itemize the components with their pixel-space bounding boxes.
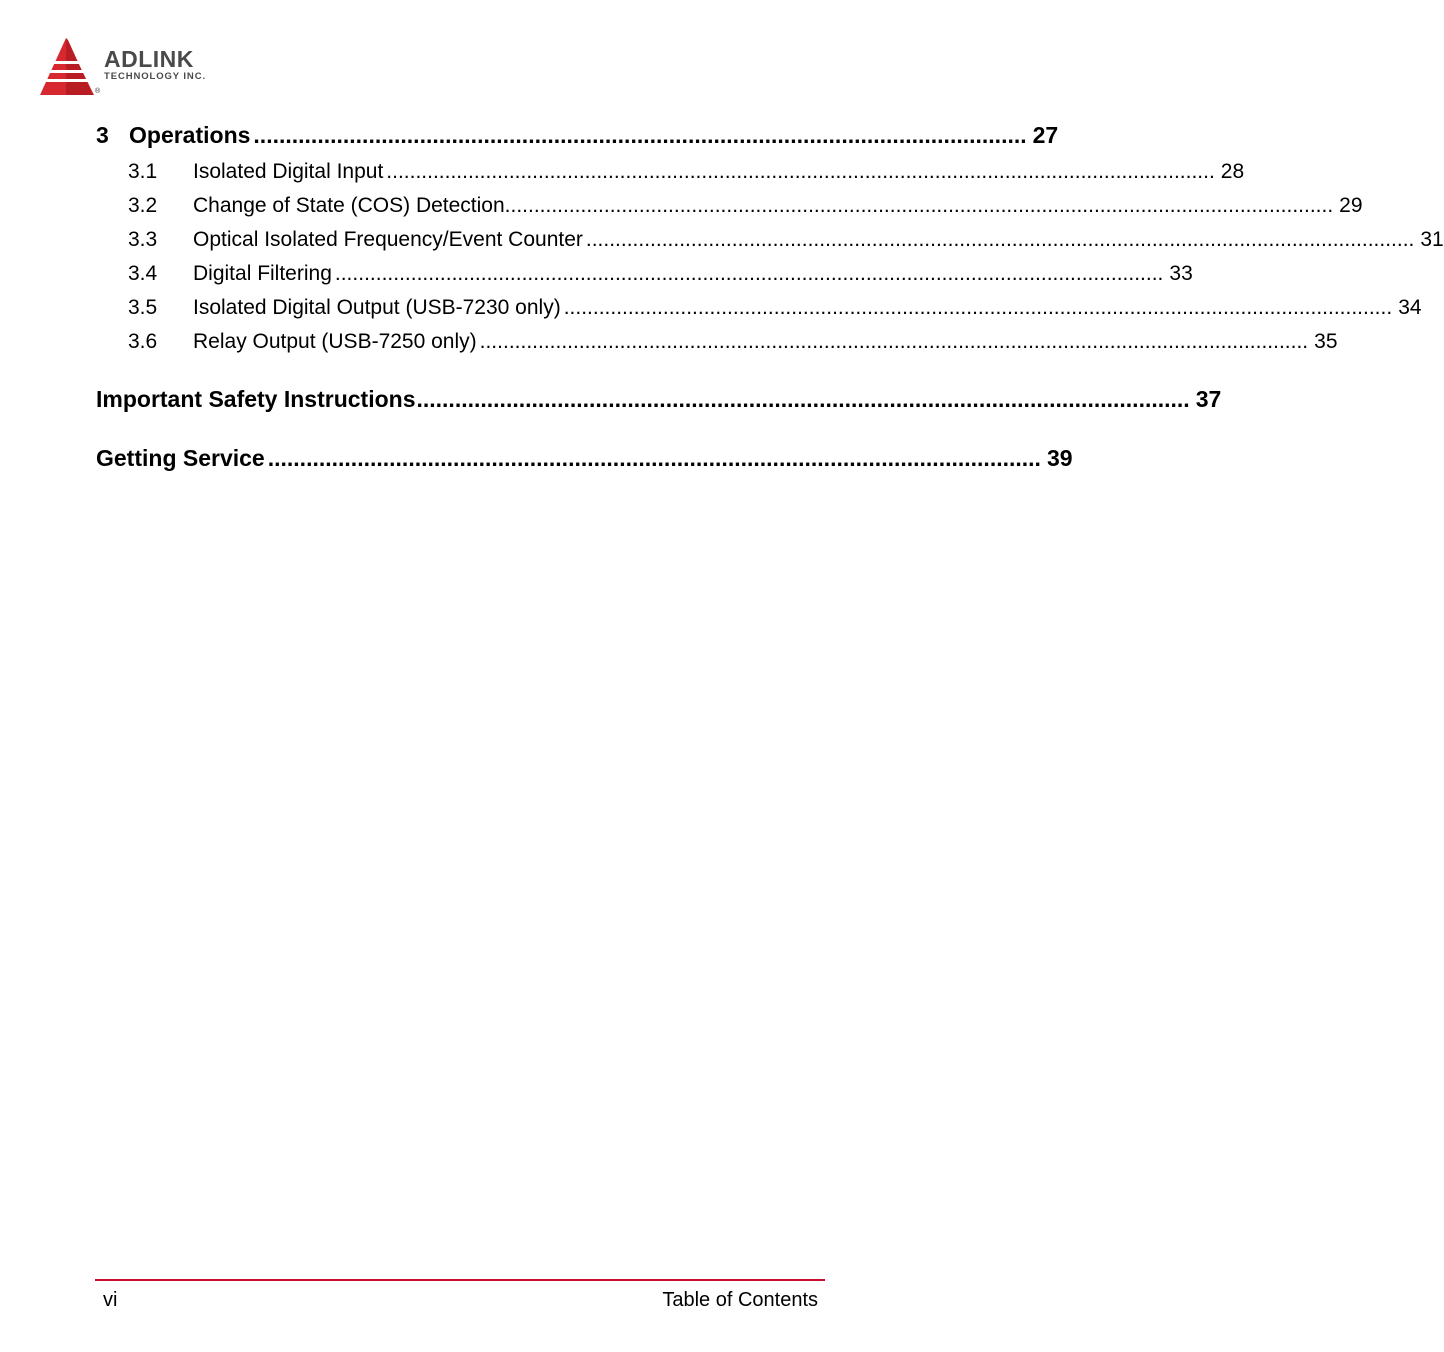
toc-section-3-1[interactable] [96,160,1245,183]
toc-chapter-operations[interactable] [96,122,1059,148]
toc-section-3-2[interactable] [96,194,1363,217]
section-number: 3.2 [128,194,158,217]
section-number: 3.1 [128,160,158,183]
section-page: 33 [1169,262,1193,285]
major-title: Getting Service [96,445,265,471]
section-number: 3.6 [128,330,158,353]
section-page: 29 [1339,194,1363,217]
section-title: Digital Filtering [193,262,332,285]
section-title: Relay Output (USB-7250 only) [193,330,477,353]
dot-leader: .............................................................................................................................................. [585,228,1415,251]
chapter-page: 27 [1032,122,1059,148]
section-page: 31 [1420,228,1444,251]
footer-section-title: Table of Contents [662,1289,818,1311]
adlink-logo [40,38,240,98]
toc-section-3-3[interactable] [96,228,1444,251]
major-page: 37 [1195,386,1222,412]
major-page: 39 [1046,445,1073,471]
section-number: 3.5 [128,296,158,319]
adlink-triangle-icon [40,38,102,98]
section-title: Isolated Digital Input [193,160,384,183]
chapter-number: 3 [96,122,109,148]
logo-wordmark: ADLINK [104,46,194,72]
dot-leader: .............................................................................................................................................. [563,296,1393,319]
section-page: 34 [1398,296,1422,319]
section-page: 35 [1314,330,1338,353]
dot-leader: .............................................................................................................................................. [504,194,1334,217]
dot-leader: .............................................................................................................................................. [479,330,1309,353]
section-number: 3.4 [128,262,158,285]
section-title: Optical Isolated Frequency/Event Counter [193,228,583,251]
dot-leader: ......................................................................................................................... [267,445,1041,471]
toc-section-3-4[interactable] [96,262,1193,285]
chapter-title: Operations [129,122,251,148]
dot-leader: ......................................................................................................................... [253,122,1027,148]
footer-rule [95,1279,825,1281]
toc-getting-service[interactable] [96,445,1073,471]
section-title: Change of State (COS) Detection [193,194,505,217]
toc-important-safety-instructions[interactable] [96,386,1222,412]
footer-page-number: vi [103,1289,118,1311]
dot-leader: .............................................................................................................................................. [386,160,1215,183]
major-title: Important Safety Instructions [96,386,416,412]
dot-leader: ......................................................................................................................... [416,386,1190,412]
logo-subtitle: TECHNOLOGY INC. [104,71,206,82]
toc-section-3-6[interactable] [96,330,1338,353]
toc-section-3-5[interactable] [96,296,1422,319]
registered-mark: ® [95,88,101,95]
section-page: 28 [1220,160,1245,183]
section-number: 3.3 [128,228,158,251]
section-title: Isolated Digital Output (USB-7230 only) [193,296,561,319]
dot-leader: .............................................................................................................................................. [334,262,1164,285]
